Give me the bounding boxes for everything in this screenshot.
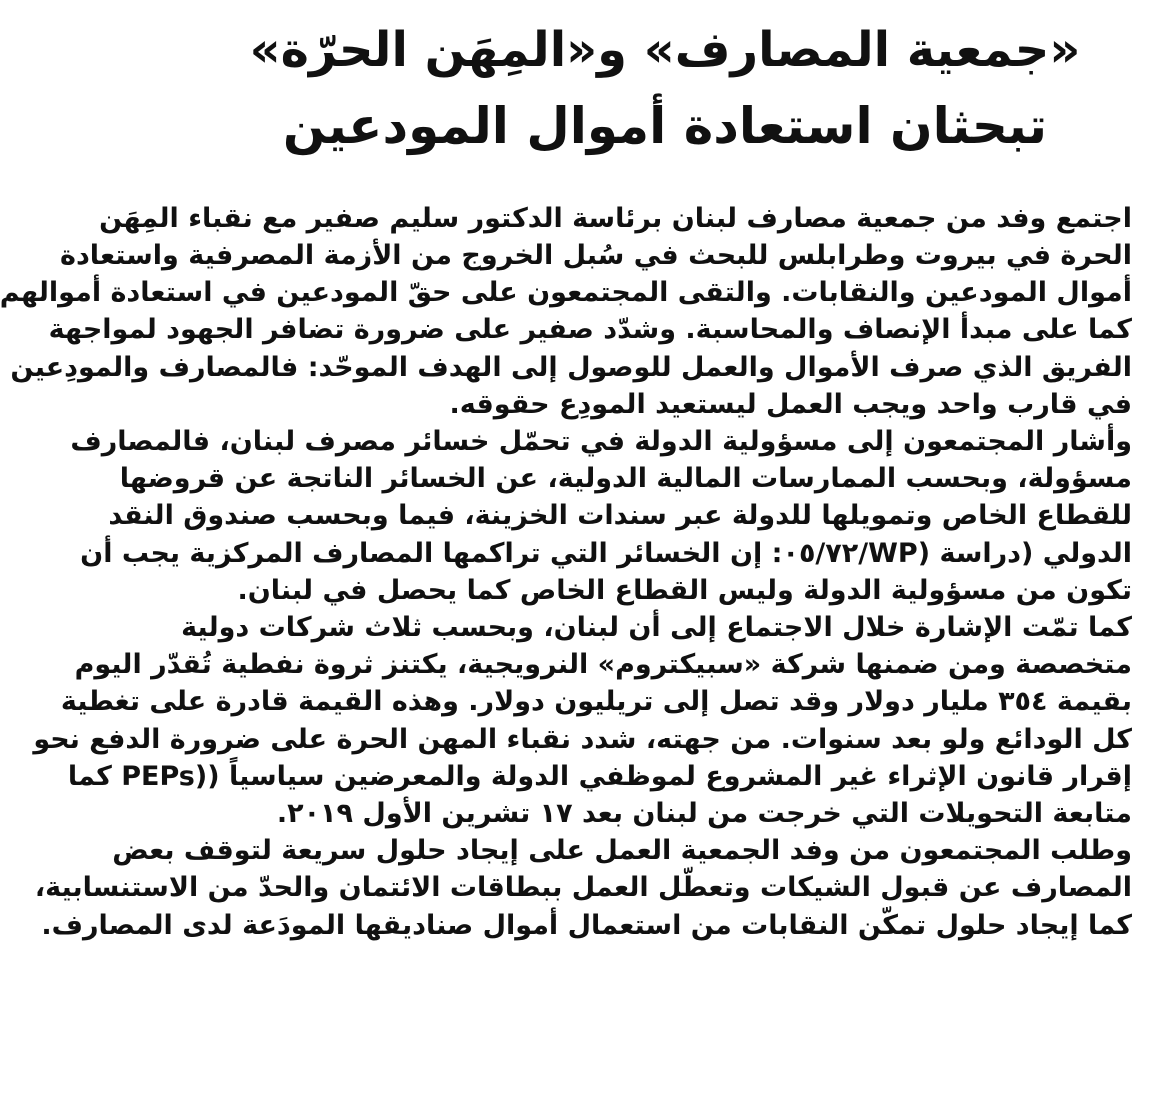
text-line: وأشار المجتمعون إلى مسؤولية الدولة في تحمّل خسائر مصرف لبنان، فالمصارف	[70, 426, 1132, 458]
headline-line-1: «جمعية المصارف» و«المِهَن الحرّة»	[249, 22, 1081, 78]
headline-line-2: تبحثان استعادة أموال المودعين	[282, 96, 1048, 155]
text-line: في قارب واحد ويجب العمل ليستعيد المودِع حقوقه.	[449, 388, 1132, 420]
text-line: متخصصة ومن ضمنها شركة «سبيكتروم» النرويجية، يكتنز ثروة نفطية تُقدّر اليوم	[74, 649, 1132, 681]
text-line: مسؤولة، وبحسب الممارسات المالية الدولية، عن الخسائر الناتجة عن قروضها	[119, 463, 1132, 495]
text-line: إقرار قانون الإثراء غير المشروع لموظفي الدولة والمعرضين سياسياً ((PEPs كما	[67, 760, 1132, 792]
text-line: المصارف عن قبول الشيكات وتعطّل العمل ببطاقات الائتمان والحدّ من الاستنسابية،	[34, 872, 1132, 904]
text-line: الحرة في بيروت وطرابلس للبحث في سُبل الخروج من الأزمة المصرفية واستعادة	[60, 240, 1132, 271]
paragraph-1	[0, 200, 1132, 423]
text-line: كما إيجاد حلول تمكّن النقابات من استعمال أموال صناديقها المودَعة لدى المصارف.	[41, 909, 1132, 941]
text-line: الدولي (دراسة (WP/٠٥/٧٢: إن الخسائر التي تراكمها المصارف المركزية يجب أن	[80, 537, 1132, 569]
paragraph-3	[33, 609, 1132, 832]
article-body	[0, 200, 1132, 944]
text-line: اجتمع وفد من جمعية مصارف لبنان برئاسة الدكتور سليم صفير مع نقباء المِهَن	[99, 202, 1132, 234]
text-line: تكون من مسؤولية الدولة وليس القطاع الخاص كما يحصل في لبنان.	[237, 574, 1132, 606]
text-line: كما تمّت الإشارة خلال الاجتماع إلى أن لبنان، وبحسب ثلاث شركات دولية	[181, 612, 1132, 644]
text-line: وطلب المجتمعون من وفد الجمعية العمل على إيجاد حلول سريعة لتوقف بعض	[112, 835, 1132, 867]
paragraph-2	[70, 423, 1132, 609]
text-line: بقيمة ٣٥٤ مليار دولار وقد تصل إلى تريليون دولار. وهذه القيمة قادرة على تغطية	[60, 686, 1132, 718]
paragraph-4	[34, 832, 1132, 944]
text-line: متابعة التحويلات التي خرجت من لبنان بعد ١٧ تشرين الأول ٢٠١٩.	[276, 798, 1132, 830]
text-line: الفريق الذي صرف الأموال والعمل للوصول إلى الهدف الموحّد: فالمصارف والمودِعين	[10, 351, 1132, 383]
text-line: كل الودائع ولو بعد سنوات. من جهته، شدد نقباء المهن الحرة على ضرورة الدفع نحو	[33, 723, 1132, 755]
headline	[198, 24, 1132, 154]
text-line: للقطاع الخاص وتمويلها للدولة عبر سندات الخزينة، فيما وبحسب صندوق النقد	[108, 500, 1132, 532]
text-line: كما على مبدأ الإنصاف والمحاسبة. وشدّد صفير على ضرورة تضافر الجهود لمواجهة	[48, 314, 1132, 346]
text-line: أموال المودعين والنقابات. والتقى المجتمعون على حقّ المودعين في استعادة أموالهم	[0, 277, 1132, 309]
